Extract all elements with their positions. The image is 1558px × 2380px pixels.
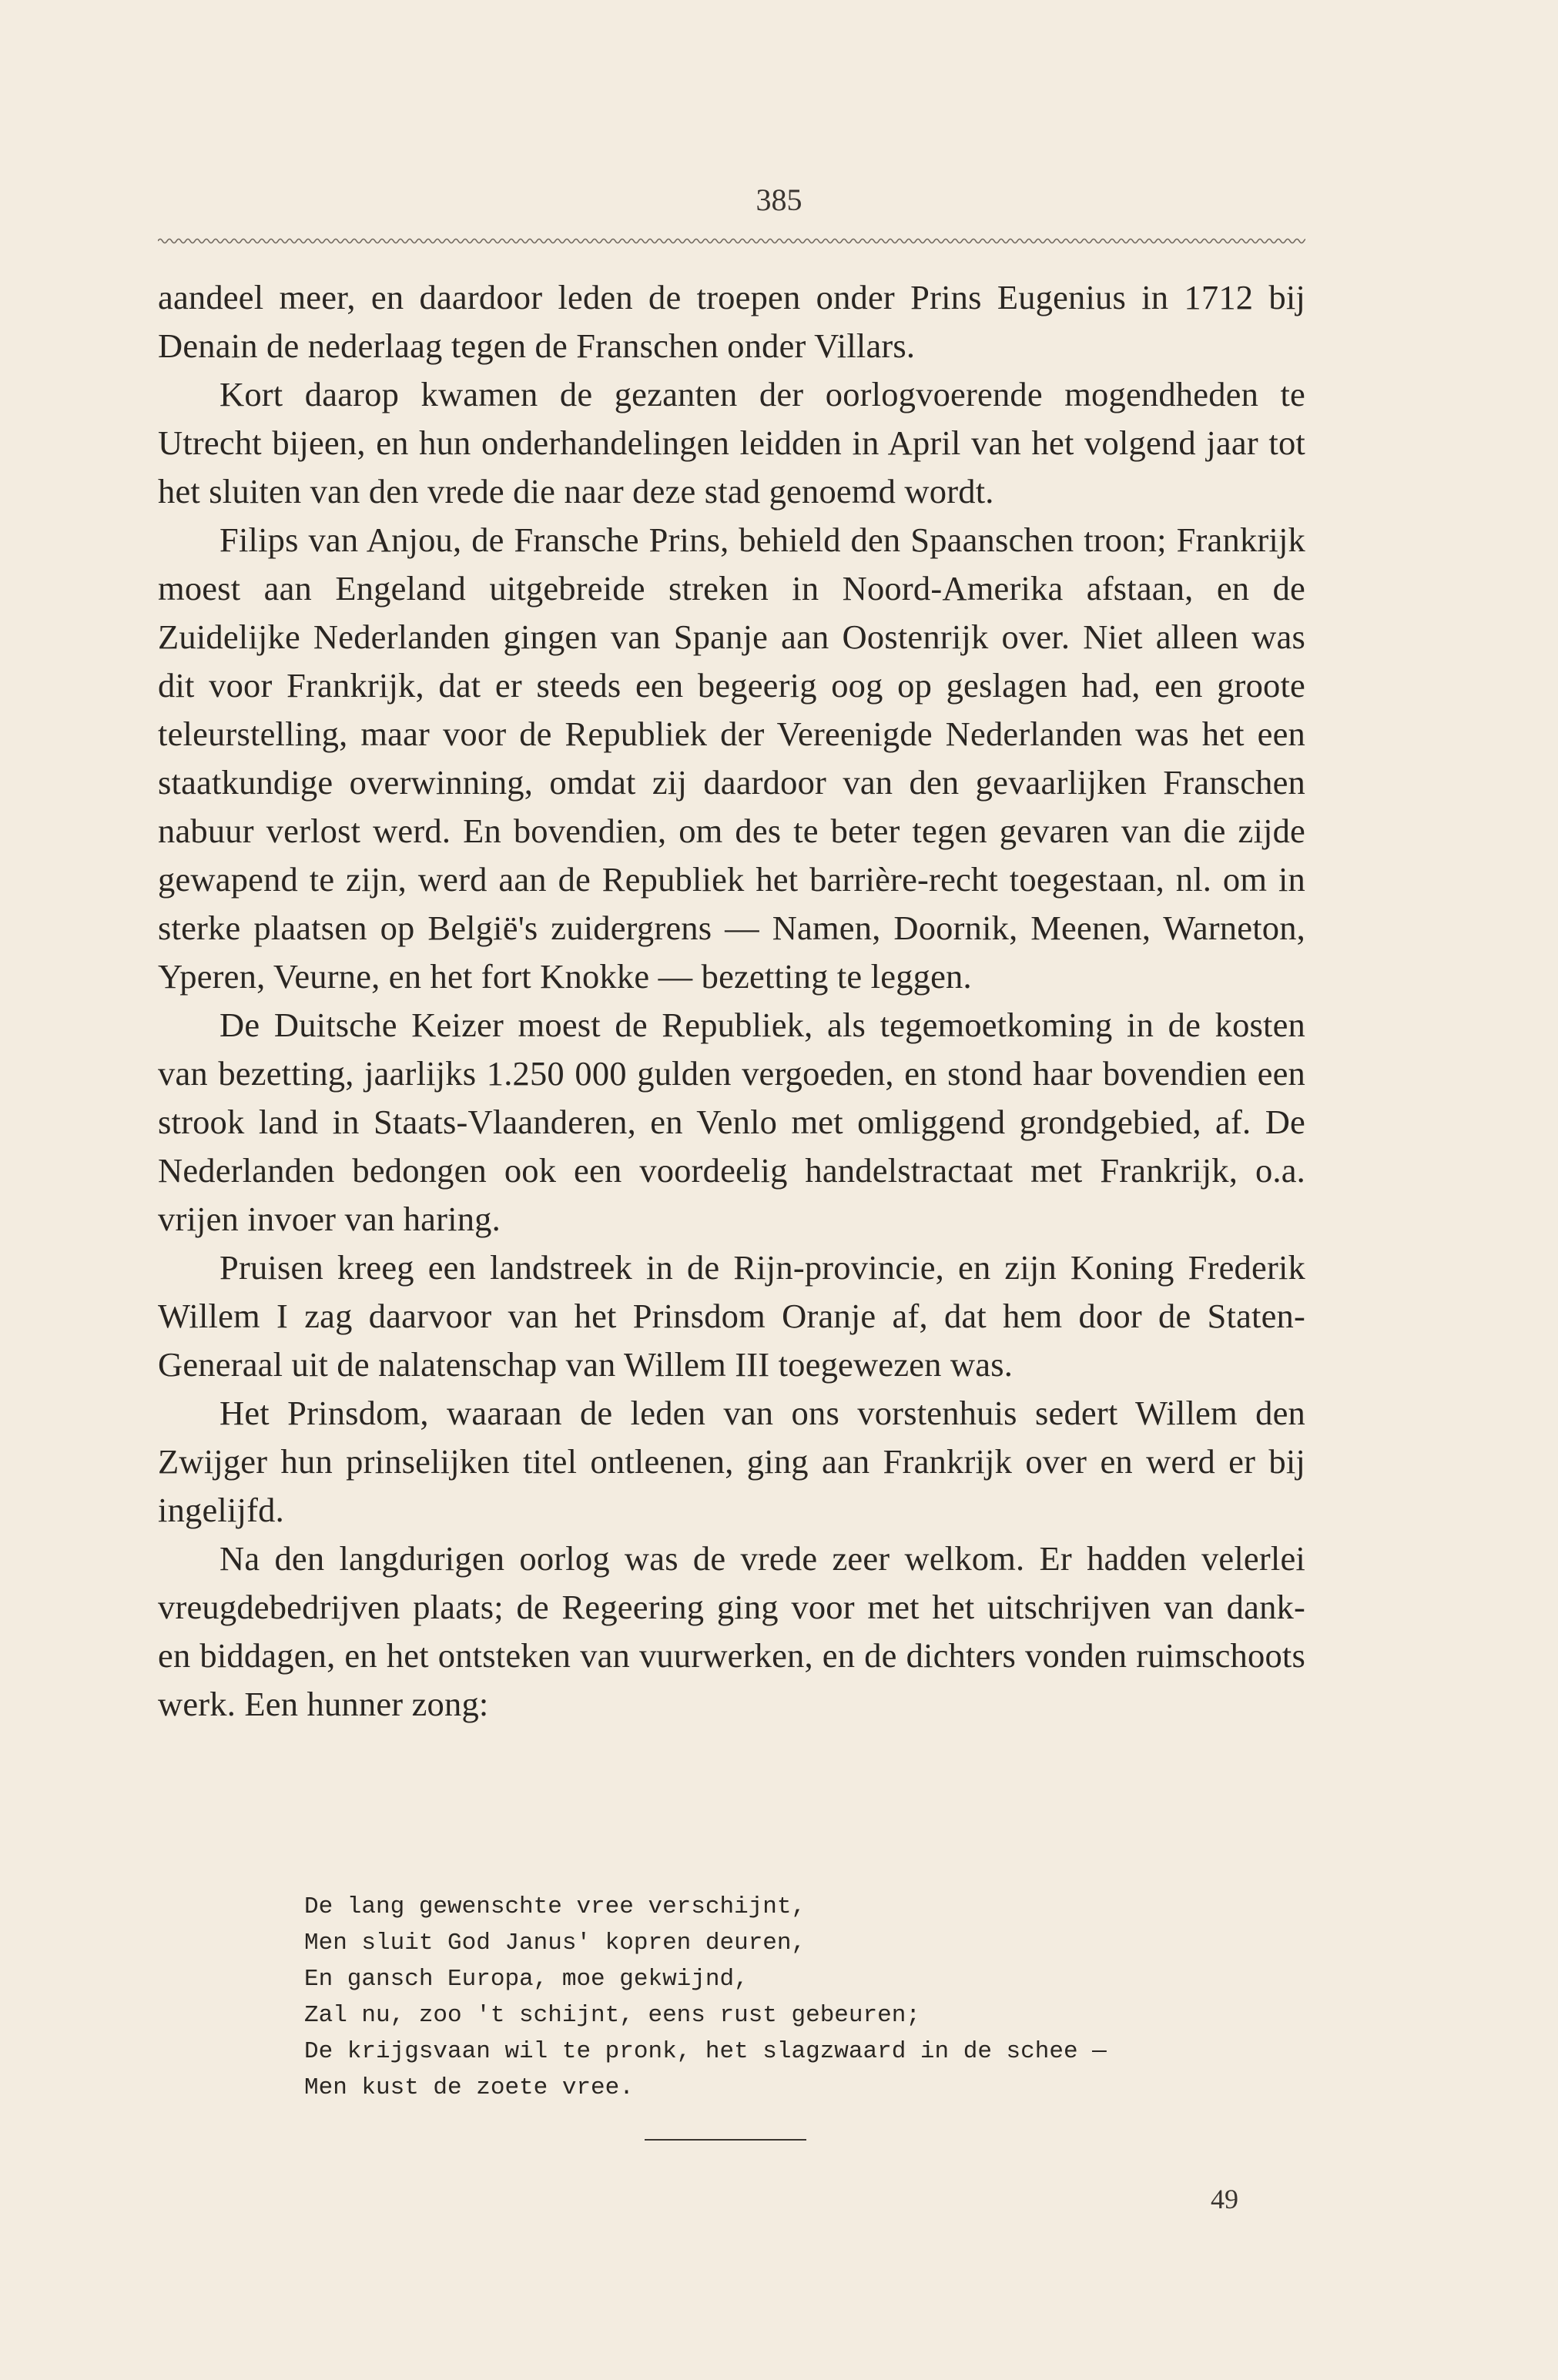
poem-line: En gansch Europa, moe gekwijnd,: [304, 1966, 749, 1993]
paragraph-duitsche-keizer: De Duitsche Keizer moest de Republiek, als tegemoetkoming in de kosten van bezetting, jaarlijks 1.250 000 gulden vergoeden, en stond haar bovendien een strook land in Staats-Vlaanderen, en Venlo met omliggend grondgebied, af. De Nederlanden bedongen ook een voordeelig handelstractaat met Frankrijk, o.a. vrijen invoer van haring.: [158, 1006, 1305, 1238]
paragraph-prinsdom: Het Prinsdom, waaraan de leden van ons vorstenhuis sedert Willem den Zwijger hun prinselijken titel ontleenen, ging aan Frankrijk over en werd er bij ingelijfd.: [158, 1394, 1305, 1529]
poem-line: De lang gewenschte vree verschijnt,: [304, 1893, 806, 1920]
poem-line: De krijgsvaan wil te pronk, het slagzwaard in de schee —: [304, 2038, 1107, 2065]
paragraph-pruisen: Pruisen kreeg een landstreek in de Rijn-provincie, en zijn Koning Frederik Willem I zag daarvoor van het Prinsdom Oranje af, dat hem door de Staten-Generaal uit de nalatenschap van Willem III toegewezen was.: [158, 1248, 1305, 1384]
signature-mark: 49: [1211, 2184, 1238, 2214]
poem-line: Men kust de zoete vree.: [304, 2074, 634, 2101]
decorative-wavy-rule: [158, 236, 1305, 246]
paragraph-continuation: aandeel meer, en daardoor leden de troepen onder Prins Eugenius in 1712 bij Denain de nederlaag tegen de Franschen onder Villars.: [158, 278, 1305, 365]
page-number: 385: [756, 182, 802, 217]
body-text: [158, 273, 1305, 1729]
poem-line: Zal nu, zoo 't schijnt, eens rust gebeuren;: [304, 2002, 920, 2029]
poem-quote: [304, 1889, 1305, 2106]
paragraph-vrede: Na den langdurigen oorlog was de vrede zeer welkom. Er hadden velerlei vreugdebedrijven plaats; de Regeering ging voor met het uitschrijven van dank- en biddagen, en het ontsteken van vuurwerken, en de dichters vonden ruimschoots werk. Een hunner zong:: [158, 1539, 1305, 1723]
paragraph-filips-van-anjou: Filips van Anjou, de Fransche Prins, behield den Spaanschen troon; Frankrijk moest aan Engeland uitgebreide streken in Noord-Amerika afstaan, en de Zuidelijke Nederlanden gingen van Spanje aan Oostenrijk over. Niet alleen was dit voor Frankrijk, dat er steeds een begeerig oog op geslagen had, een groote teleurstelling, maar voor de Republiek der Vereenigde Nederlanden was het een staatkundige overwinning, omdat zij daardoor van den gevaarlijken Franschen nabuur verlost werd. En bovendien, om des te beter tegen gevaren van die zijde gewapend te zijn, werd aan de Republiek het barrière-recht toegestaan, nl. om in sterke plaatsen op België's zuidergrens — Namen, Doornik, Meenen, Warneton, Yperen, Veurne, en het fort Knokke — bezetting te leggen.: [158, 521, 1305, 996]
poem-line: Men sluit God Janus' kopren deuren,: [304, 1930, 806, 1957]
end-rule: [645, 2139, 806, 2141]
paragraph-utrecht: Kort daarop kwamen de gezanten der oorlogvoerende mogendheden te Utrecht bijeen, en hun onderhandelingen leidden in April van het volgend jaar tot het sluiten van den vrede die naar deze stad genoemd wordt.: [158, 375, 1305, 510]
